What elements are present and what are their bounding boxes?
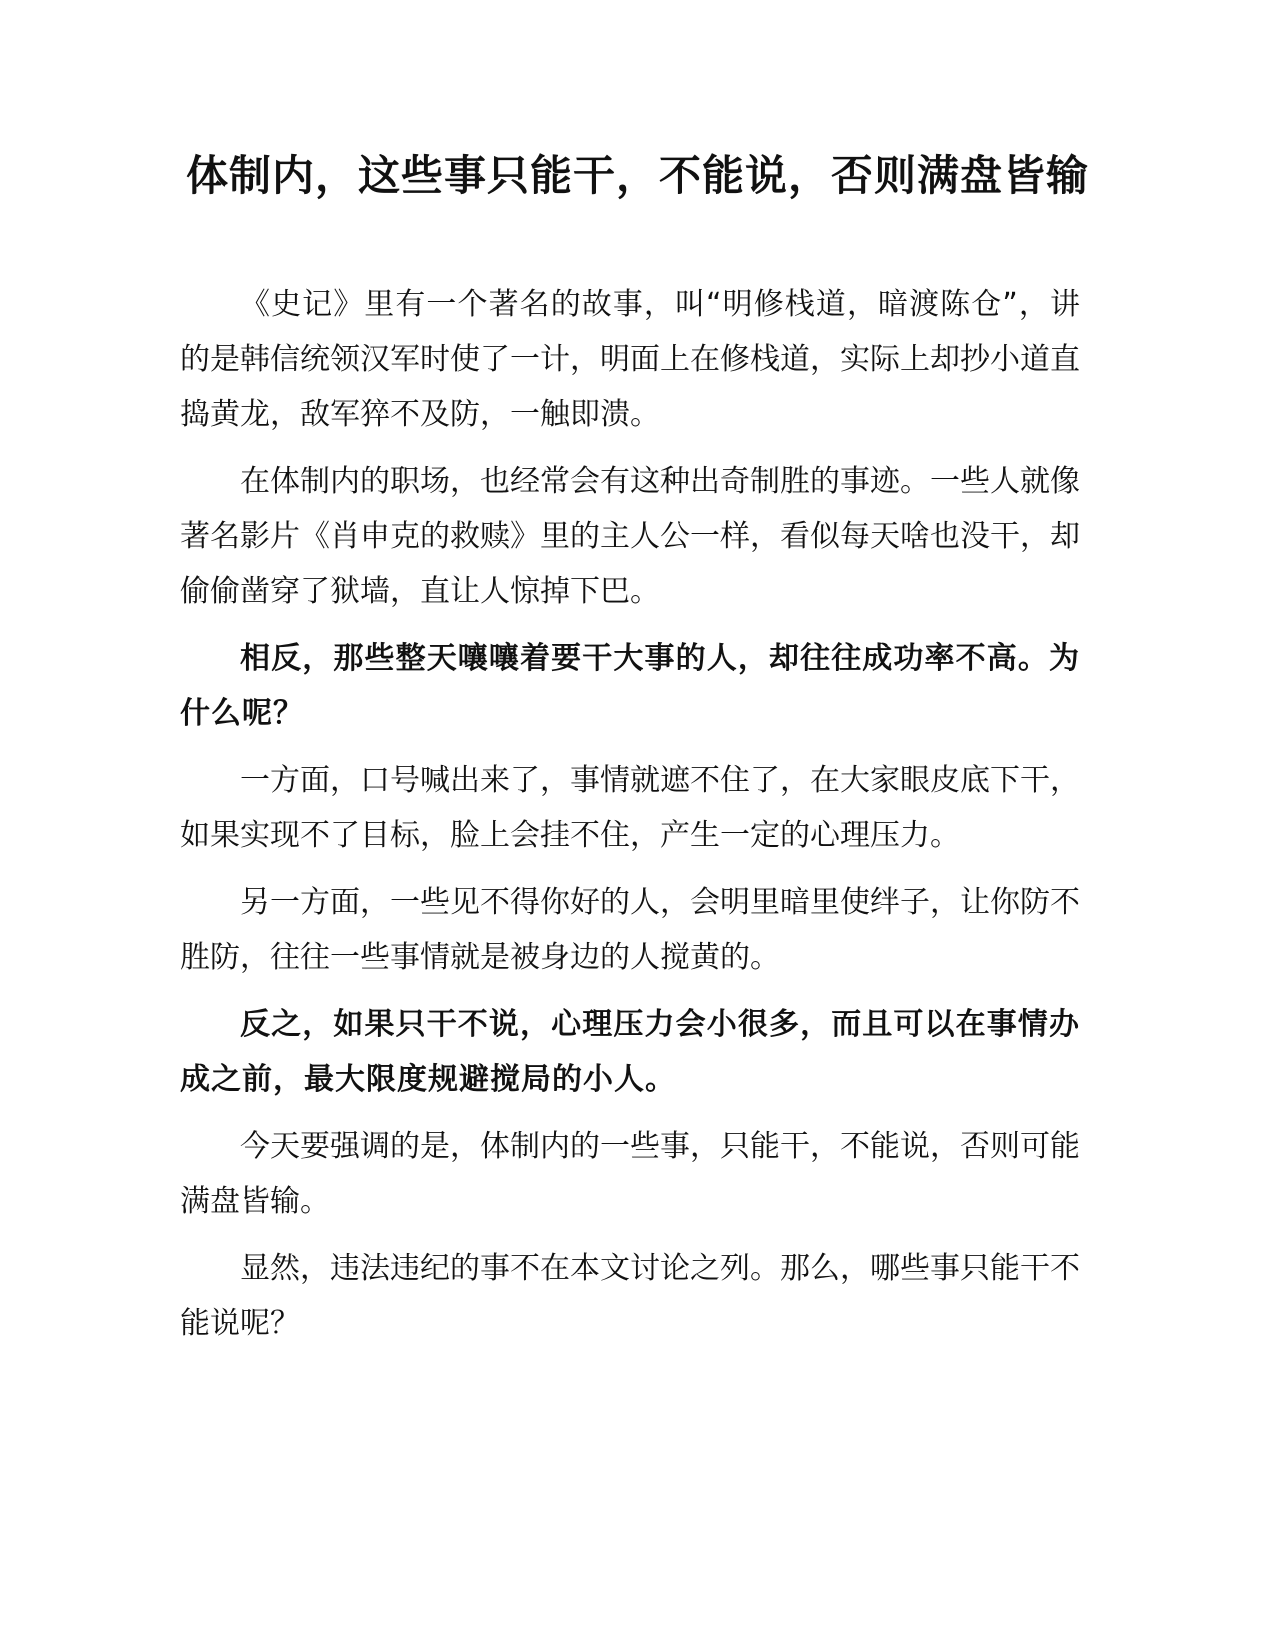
paragraph-8: 显然，违法违纪的事不在本文讨论之列。那么，哪些事只能干不能说呢？ — [180, 1251, 1080, 1341]
document-title: 体制内，这些事只能干，不能说，否则满盘皆输 — [185, 151, 1089, 200]
paragraph-3: 相反，那些整天嚷嚷着要干大事的人，却往往成功率不高。为什么呢？ — [180, 641, 1080, 731]
paragraph-6: 反之，如果只干不说，心理压力会小很多，而且可以在事情办成之前，最大限度规避搅局的小人。 — [180, 1007, 1080, 1097]
paragraph-7: 今天要强调的是，体制内的一些事，只能干，不能说，否则可能满盘皆输。 — [180, 1129, 1080, 1219]
document-body — [180, 277, 1080, 1363]
paragraph-4: 一方面，口号喊出来了，事情就遮不住了，在大家眼皮底下干，如果实现不了目标，脸上会挂不住，产生一定的心理压力。 — [180, 763, 1080, 853]
paragraph-5: 另一方面，一些见不得你好的人，会明里暗里使绊子，让你防不胜防，往往一些事情就是被身边的人搅黄的。 — [180, 885, 1080, 975]
paragraph-2: 在体制内的职场，也经常会有这种出奇制胜的事迹。一些人就像著名影片《肖申克的救赎》里的主人公一样，看似每天啥也没干，却偷偷凿穿了狱墙，直让人惊掉下巴。 — [180, 464, 1080, 609]
paragraph-1: 《史记》里有一个著名的故事，叫“明修栈道，暗渡陈仓”，讲的是韩信统领汉军时使了一计，明面上在修栈道，实际上却抄小道直捣黄龙，敌军猝不及防，一触即溃。 — [180, 287, 1080, 432]
